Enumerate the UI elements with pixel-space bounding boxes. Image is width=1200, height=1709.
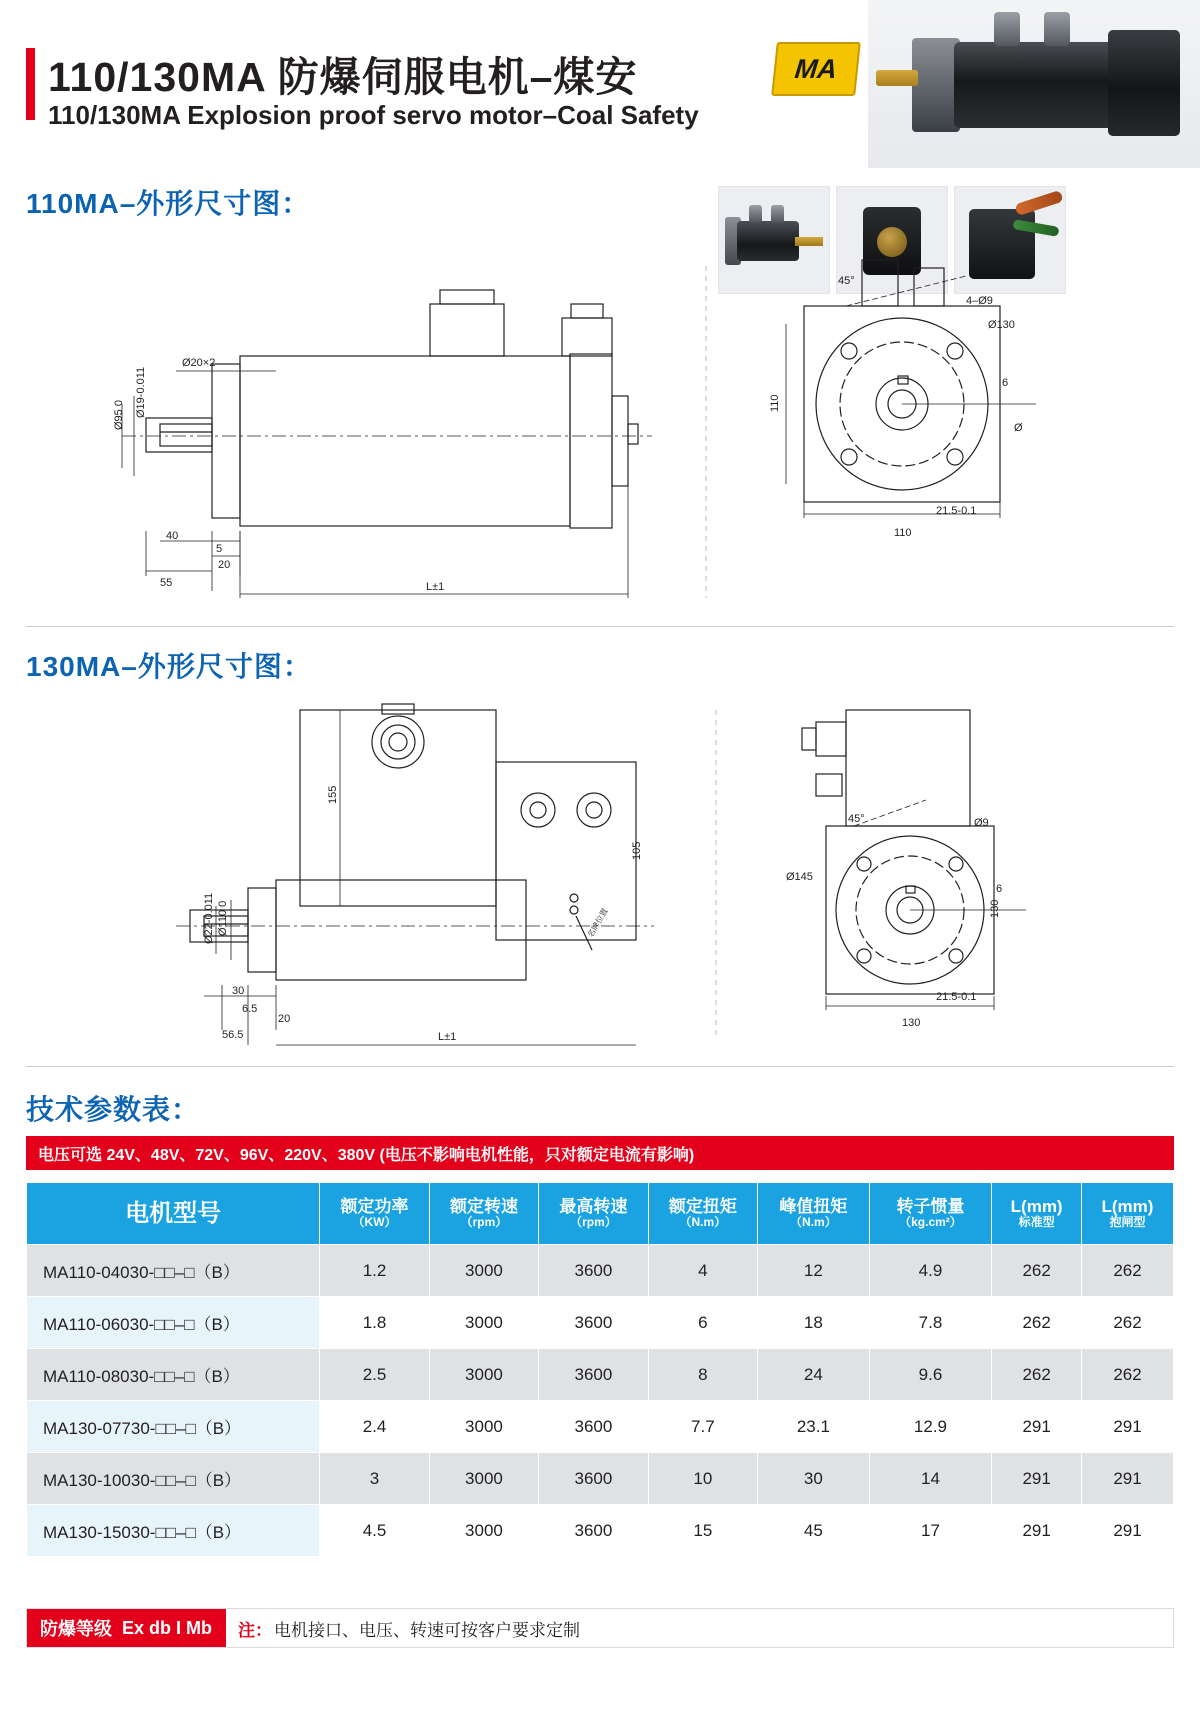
title-accent-bar <box>26 48 35 120</box>
header-rated-power: 额定功率 （KW） <box>320 1183 429 1245</box>
header-rated-speed: 额定转速 （rpm） <box>429 1183 538 1245</box>
svg-text:Ø110 0: Ø110 0 <box>217 900 229 936</box>
cell-rotor-inertia: 12.9 <box>869 1401 992 1453</box>
photo-motor-flange <box>912 38 960 132</box>
cell-model: MA110-08030-□□–□（B） <box>27 1349 320 1401</box>
explosion-grade-label: 防爆等级 Ex db I Mb <box>26 1608 226 1648</box>
footer-note-prefix: 注： <box>238 1620 273 1640</box>
svg-text:4–Ø9: 4–Ø9 <box>966 295 993 307</box>
cell-rated-power: 4.5 <box>320 1505 429 1557</box>
section-title-params: 技术参数表： <box>26 1094 201 1125</box>
svg-text:30: 30 <box>232 985 245 997</box>
svg-text:Ø20×2: Ø20×2 <box>182 357 216 369</box>
header-model: 电机型号 <box>27 1183 320 1245</box>
svg-text:130: 130 <box>902 1017 921 1029</box>
drawing-110-area <box>26 246 1174 618</box>
cell-peak-torque: 23.1 <box>758 1401 870 1453</box>
svg-text:Ø9: Ø9 <box>974 817 989 829</box>
svg-text:Ø145: Ø145 <box>786 871 813 883</box>
svg-text:6.5: 6.5 <box>242 1003 258 1015</box>
svg-text:Ø19-0.011: Ø19-0.011 <box>135 366 147 418</box>
voltage-note-bar: 电压可选 24V、48V、72V、96V、220V、380V (电压不影响电机性能，只对额定电流有影响) <box>26 1136 1174 1170</box>
header-length-brake: L(mm) 抱闸型 <box>1082 1183 1174 1245</box>
cell-peak-torque: 12 <box>758 1245 870 1297</box>
thumb1-connector-2 <box>771 205 784 223</box>
photo-motor-connector-1 <box>994 12 1020 46</box>
table-row <box>27 1245 1174 1297</box>
cell-rotor-inertia: 14 <box>869 1453 992 1505</box>
thumb1-connector-1 <box>749 205 762 223</box>
header-rotor-inertia: 转子惯量 （kg.cm²） <box>869 1183 992 1245</box>
section-divider-1 <box>26 626 1174 627</box>
svg-text:110: 110 <box>894 527 912 539</box>
cell-rated-power: 2.4 <box>320 1401 429 1453</box>
page-header <box>26 0 1174 162</box>
cell-rated-speed: 3000 <box>429 1245 538 1297</box>
cell-length-brake: 262 <box>1082 1297 1174 1349</box>
svg-text:5: 5 <box>216 543 223 555</box>
svg-text:20: 20 <box>278 1013 291 1025</box>
cell-length-brake: 262 <box>1082 1349 1174 1401</box>
drawing-130-area <box>26 700 1174 1060</box>
cell-length-standard: 262 <box>992 1245 1082 1297</box>
page-title-cn: 110/130MA 防爆伺服电机–煤安 <box>48 54 638 100</box>
specification-table <box>26 1182 1174 1557</box>
section-divider-2 <box>26 1066 1174 1067</box>
cell-rated-speed: 3000 <box>429 1349 538 1401</box>
svg-text:20: 20 <box>218 559 231 571</box>
svg-text:130: 130 <box>989 899 1001 918</box>
svg-text:110: 110 <box>769 394 781 412</box>
cell-model: MA130-10030-□□–□（B） <box>27 1453 320 1505</box>
cell-rotor-inertia: 7.8 <box>869 1297 992 1349</box>
header-max-speed: 最高转速 （rpm） <box>539 1183 648 1245</box>
cell-max-speed: 3600 <box>539 1245 648 1297</box>
cell-length-brake: 291 <box>1082 1453 1174 1505</box>
svg-text:Ø95 0: Ø95 0 <box>113 400 125 430</box>
svg-text:45°: 45° <box>848 813 865 825</box>
svg-text:40: 40 <box>166 530 179 542</box>
svg-text:L±1: L±1 <box>438 1031 457 1043</box>
cell-rated-torque: 10 <box>648 1453 757 1505</box>
cell-model: MA110-06030-□□–□（B） <box>27 1297 320 1349</box>
table-header-row <box>27 1183 1174 1245</box>
section-title-110: 110MA–外形尺寸图： <box>26 188 311 219</box>
cell-length-brake: 291 <box>1082 1401 1174 1453</box>
svg-text:Ø: Ø <box>1014 422 1023 434</box>
section-title-130: 130MA–外形尺寸图： <box>26 651 312 682</box>
cell-max-speed: 3600 <box>539 1349 648 1401</box>
cell-rated-power: 2.5 <box>320 1349 429 1401</box>
table-row <box>27 1453 1174 1505</box>
cell-rated-speed: 3000 <box>429 1505 538 1557</box>
cell-rated-torque: 4 <box>648 1245 757 1297</box>
svg-text:105: 105 <box>631 841 643 860</box>
cell-model: MA130-15030-□□–□（B） <box>27 1505 320 1557</box>
cell-peak-torque: 18 <box>758 1297 870 1349</box>
cell-max-speed: 3600 <box>539 1453 648 1505</box>
svg-text:6: 6 <box>1002 377 1009 389</box>
cell-rated-torque: 6 <box>648 1297 757 1349</box>
photo-motor-shaft <box>876 70 918 86</box>
svg-text:155: 155 <box>327 785 339 804</box>
table-row <box>27 1505 1174 1557</box>
footer-bar <box>26 1608 1174 1648</box>
cell-rotor-inertia: 9.6 <box>869 1349 992 1401</box>
cell-max-speed: 3600 <box>539 1401 648 1453</box>
table-row <box>27 1401 1174 1453</box>
cell-rotor-inertia: 4.9 <box>869 1245 992 1297</box>
table-row <box>27 1297 1174 1349</box>
photo-motor-body <box>954 42 1114 128</box>
thumb3-cable-orange <box>1014 190 1063 216</box>
cell-peak-torque: 24 <box>758 1349 870 1401</box>
cell-rated-speed: 3000 <box>429 1297 538 1349</box>
cell-rated-torque: 7.7 <box>648 1401 757 1453</box>
svg-text:56.5: 56.5 <box>222 1029 244 1041</box>
cell-model: MA130-07730-□□–□（B） <box>27 1401 320 1453</box>
cell-length-brake: 262 <box>1082 1245 1174 1297</box>
footer-note-text: 电机接口、电压、转速可按客户要求定制 <box>274 1620 581 1640</box>
header-peak-torque: 峰值扭矩 （N.m） <box>758 1183 870 1245</box>
cell-model: MA110-04030-□□–□（B） <box>27 1245 320 1297</box>
table-body <box>27 1245 1174 1557</box>
svg-text:名牌位置: 名牌位置 <box>585 906 610 939</box>
svg-text:L±1: L±1 <box>426 581 445 593</box>
drawing-110-svg <box>26 246 1174 618</box>
cell-rotor-inertia: 17 <box>869 1505 992 1557</box>
cell-peak-torque: 30 <box>758 1453 870 1505</box>
cell-max-speed: 3600 <box>539 1505 648 1557</box>
footer-note <box>226 1608 592 1648</box>
thumb1-shaft <box>795 237 823 246</box>
cell-rated-speed: 3000 <box>429 1453 538 1505</box>
photo-motor-tail <box>1108 30 1180 136</box>
header-rated-torque: 额定扭矩 （N.m） <box>648 1183 757 1245</box>
cell-rated-torque: 15 <box>648 1505 757 1557</box>
svg-text:45°: 45° <box>838 275 855 287</box>
svg-text:21.5-0.1: 21.5-0.1 <box>936 505 977 517</box>
svg-text:6: 6 <box>996 883 1003 895</box>
cell-rated-torque: 8 <box>648 1349 757 1401</box>
cell-length-standard: 291 <box>992 1505 1082 1557</box>
cell-rated-power: 3 <box>320 1453 429 1505</box>
cell-length-standard: 262 <box>992 1349 1082 1401</box>
cell-max-speed: 3600 <box>539 1297 648 1349</box>
svg-text:Ø130: Ø130 <box>988 319 1015 331</box>
photo-motor-connector-2 <box>1044 12 1070 46</box>
cell-rated-power: 1.8 <box>320 1297 429 1349</box>
svg-text:55: 55 <box>160 577 173 589</box>
ma-certification-badge: MA <box>771 42 861 96</box>
svg-text:Ø22-0.011: Ø22-0.011 <box>203 892 215 944</box>
cell-length-standard: 291 <box>992 1401 1082 1453</box>
cell-length-standard: 291 <box>992 1453 1082 1505</box>
cell-rated-power: 1.2 <box>320 1245 429 1297</box>
page-title-en: 110/130MA Explosion proof servo motor–Coal Safety <box>48 100 699 130</box>
header-length-standard: L(mm) 标准型 <box>992 1183 1082 1245</box>
cell-length-standard: 262 <box>992 1297 1082 1349</box>
cell-peak-torque: 45 <box>758 1505 870 1557</box>
cell-rated-speed: 3000 <box>429 1401 538 1453</box>
drawing-130-svg <box>26 700 1174 1060</box>
hero-product-photo <box>868 0 1200 168</box>
cell-length-brake: 291 <box>1082 1505 1174 1557</box>
table-row <box>27 1349 1174 1401</box>
svg-text:21.5-0.1: 21.5-0.1 <box>936 991 977 1003</box>
